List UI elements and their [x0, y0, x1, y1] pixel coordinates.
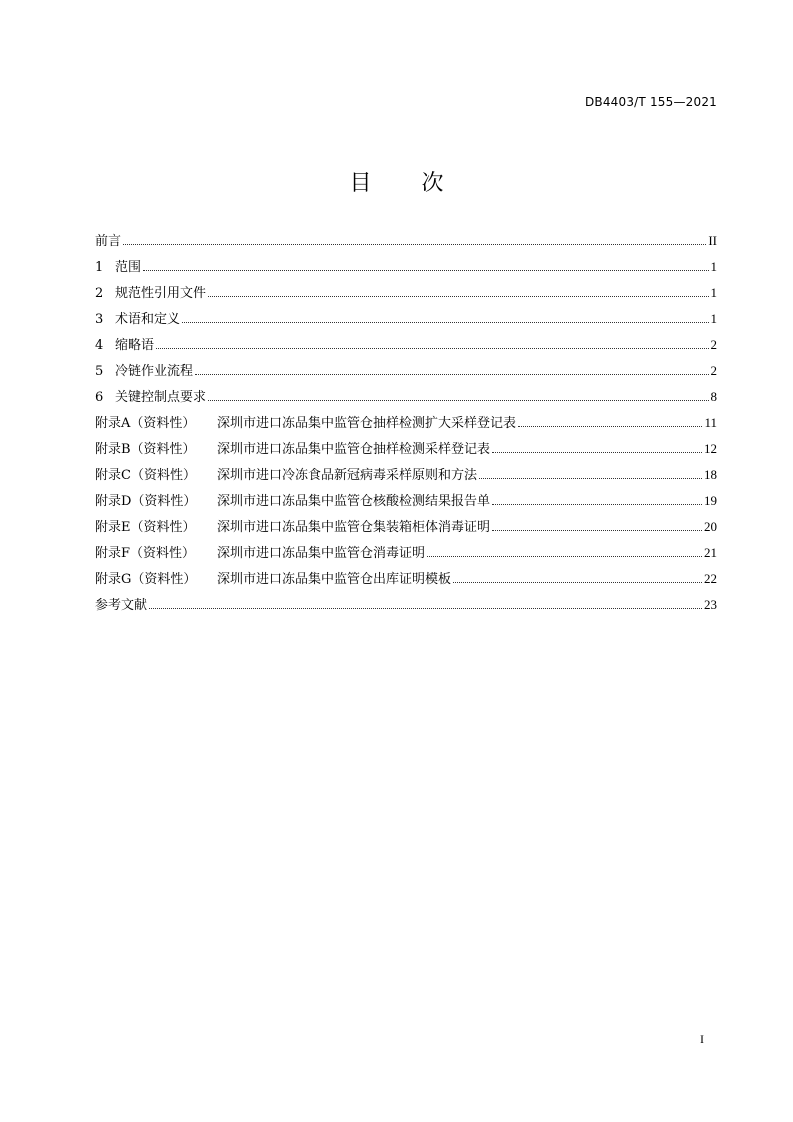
toc-entry-page: 1 [710, 285, 717, 300]
toc-entry-appendix-prefix: 附录C（资料性） [95, 468, 196, 483]
toc-entry-title: 前言 [95, 234, 122, 249]
toc-entry-section-5[interactable] [95, 361, 717, 387]
toc-entry-section-2[interactable] [95, 283, 717, 309]
dot-leader [479, 477, 702, 479]
toc-entry-section-6[interactable] [95, 387, 717, 413]
document-code: DB4403/T 155—2021 [584, 95, 717, 109]
toc-entry-appendix-prefix: 附录E（资料性） [95, 520, 196, 535]
toc-entry-title: 范围 [115, 260, 142, 275]
toc-title-char-2: 次 [421, 171, 444, 196]
toc-entry-title: 冷链作业流程 [115, 364, 194, 379]
dot-leader [427, 555, 702, 557]
toc-entry-title: 深圳市进口冷冻食品新冠病毒采样原则和方法 [217, 468, 478, 483]
toc-title-char-1: 目 [349, 171, 372, 196]
toc-entry-title: 参考文献 [95, 598, 148, 613]
toc-entry-appendix-g[interactable] [95, 569, 717, 595]
toc-entry-foreword[interactable] [95, 231, 717, 257]
toc-entry-section-4[interactable] [95, 335, 717, 361]
toc-entry-title: 深圳市进口冻品集中监管仓抽样检测扩大采样登记表 [217, 416, 517, 431]
toc-entry-page: 20 [704, 519, 717, 534]
toc-entry-page: 21 [704, 545, 717, 560]
toc-entry-page: 23 [704, 597, 717, 612]
toc-entry-section-1[interactable] [95, 257, 717, 283]
toc-title [0, 166, 793, 197]
toc-entry-number: 2 [95, 286, 104, 301]
toc-entry-number: 1 [95, 260, 104, 275]
page-number: I [700, 1032, 704, 1046]
dot-leader [518, 425, 702, 427]
toc-entry-page: 1 [710, 311, 717, 326]
toc-entry-appendix-c[interactable] [95, 465, 717, 491]
dot-leader [195, 373, 708, 375]
toc-entry-number: 6 [95, 390, 104, 405]
toc-entry-appendix-a[interactable] [95, 413, 717, 439]
toc-entry-page: 12 [704, 441, 717, 456]
toc-entry-title: 深圳市进口冻品集中监管仓核酸检测结果报告单 [217, 494, 491, 509]
toc-entry-title: 缩略语 [115, 338, 155, 353]
dot-leader [182, 321, 708, 323]
toc-entry-section-3[interactable] [95, 309, 717, 335]
toc-entry-number: 5 [95, 364, 104, 379]
toc-entry-page: 1 [710, 259, 717, 274]
toc-entry-references[interactable] [95, 595, 717, 621]
toc-entry-appendix-prefix: 附录A（资料性） [95, 416, 196, 431]
toc-entry-number: 3 [95, 312, 104, 327]
toc-entry-page: 2 [710, 363, 717, 378]
toc-entry-page: 18 [704, 467, 717, 482]
toc-entry-title: 深圳市进口冻品集中监管仓出库证明模板 [217, 572, 452, 587]
toc-entry-title: 深圳市进口冻品集中监管仓消毒证明 [217, 546, 426, 561]
dot-leader [208, 399, 708, 401]
dot-leader [453, 581, 702, 583]
toc-entry-title: 术语和定义 [115, 312, 181, 327]
toc-entry-title: 深圳市进口冻品集中监管仓集装箱柜体消毒证明 [217, 520, 491, 535]
dot-leader [123, 243, 706, 245]
toc-entry-page: 22 [704, 571, 717, 586]
toc-entry-appendix-prefix: 附录G（资料性） [95, 572, 197, 587]
toc-entry-page: 8 [710, 389, 717, 404]
toc-entry-appendix-e[interactable] [95, 517, 717, 543]
toc-entry-title: 关键控制点要求 [115, 390, 207, 405]
toc-entry-appendix-prefix: 附录B（资料性） [95, 442, 196, 457]
toc-entry-page: 11 [704, 415, 717, 430]
dot-leader [149, 607, 702, 609]
toc-entry-appendix-d[interactable] [95, 491, 717, 517]
toc-entry-appendix-b[interactable] [95, 439, 717, 465]
dot-leader [156, 347, 708, 349]
dot-leader [492, 529, 702, 531]
toc-entry-appendix-f[interactable] [95, 543, 717, 569]
toc-entry-title: 规范性引用文件 [115, 286, 207, 301]
dot-leader [208, 295, 708, 297]
dot-leader [492, 503, 702, 505]
toc-entry-title: 深圳市进口冻品集中监管仓抽样检测采样登记表 [217, 442, 491, 457]
table-of-contents [95, 231, 717, 621]
toc-entry-number: 4 [95, 338, 104, 353]
toc-entry-appendix-prefix: 附录D（资料性） [95, 494, 197, 509]
toc-entry-appendix-prefix: 附录F（资料性） [95, 546, 196, 561]
toc-entry-page: II [708, 233, 717, 248]
dot-leader [143, 269, 708, 271]
dot-leader [492, 451, 702, 453]
toc-entry-page: 2 [710, 337, 717, 352]
toc-entry-page: 19 [704, 493, 717, 508]
